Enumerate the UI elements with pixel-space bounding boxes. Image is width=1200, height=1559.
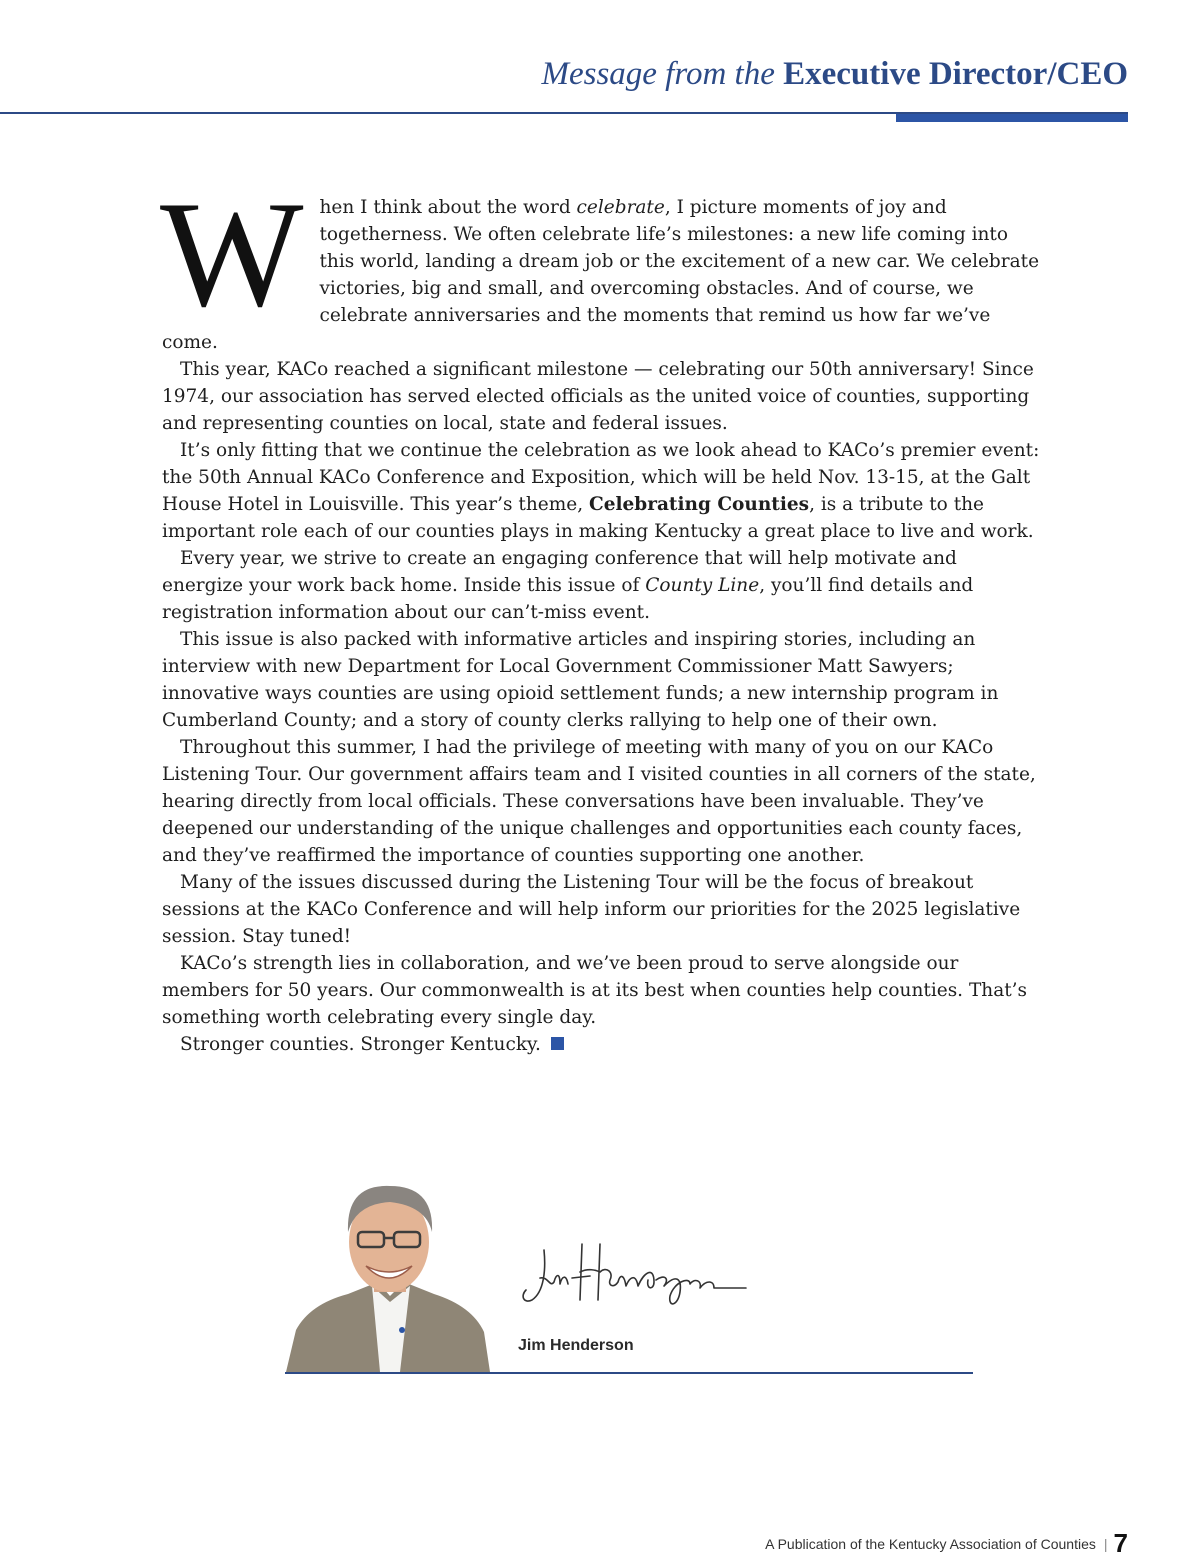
footer-publication: A Publication of the Kentucky Association of Counties: [765, 1536, 1096, 1552]
end-mark-icon: [551, 1037, 564, 1050]
author-photo: [286, 1180, 490, 1372]
paragraph-2: This year, KACo reached a significant milestone — celebrating our 50th anniversary! Since 1974, our association has served elected officials as the united voice of counties, supporting and representing counties on local, state and federal issues.: [162, 359, 1034, 434]
publication-title: County Line: [645, 575, 760, 596]
paragraph-3-text-a: It’s only fitting that we continue the celebration as we look ahead to KACo’s premier event: the 50th Annual KACo Conference and Exposition, which will be held Nov. 13-15, at the Galt House Hotel in Louisville. This year’s theme,: [162, 440, 1040, 515]
drop-cap: W: [160, 170, 304, 338]
signature-rule: [285, 1372, 973, 1374]
page-number: 7: [1113, 1528, 1128, 1558]
paragraph-7: Many of the issues discussed during the Listening Tour will be the focus of breakout sessions at the KACo Conference and will help inform our priorities for the 2025 legislative session. Stay tuned!: [162, 872, 1021, 947]
signature-image: [514, 1236, 754, 1316]
closing-line: Stronger counties. Stronger Kentucky.: [180, 1034, 541, 1055]
paragraph-9: [162, 1031, 1042, 1058]
paragraph-4-text-a: Every year, we strive to create an engaging conference that will help motivate and energize your work back home. Inside this issue of: [162, 548, 957, 596]
paragraph-5: This issue is also packed with informative articles and inspiring stories, including an interview with new Department for Local Government Commissioner Matt Sawyers; innovative ways counties are using opioid settlement funds; a new internship program in Cumberland County; and a story of county clerks rallying to help one of their own.: [162, 629, 999, 731]
paragraph-3-text-b: , is a tribute to the important role each of our counties plays in making Kentucky a great place to live and work.: [162, 494, 1034, 542]
paragraph-1-text-a: hen I think about the word: [319, 197, 577, 218]
footer-separator: |: [1103, 1536, 1108, 1552]
title-bold: Executive Director/CEO: [783, 56, 1128, 92]
paragraph-1-text-b: , I picture moments of joy and togetherness. We often celebrate life’s milestones: a new life coming into this world, landing a dream job or the excitement of a new car. We celebrate victories, big and small, and overcoming obstacles. And of course, we celebrate anniversaries and the moments that remind us how far we’ve come.: [162, 197, 1040, 353]
letter-body: [160, 170, 1042, 1058]
header-accent-bar: [896, 114, 1128, 122]
paragraph-1-emphasis: celebrate: [576, 197, 665, 218]
paragraph-4: [162, 545, 1042, 626]
footer: [765, 1528, 1128, 1559]
page-title: [541, 56, 1128, 93]
conference-theme: Celebrating Counties: [588, 494, 810, 515]
paragraph-4-text-b: , you’ll find details and registration information about our can’t-miss event.: [162, 575, 974, 623]
title-italic: Message from the: [541, 56, 775, 92]
signer-name: Jim Henderson: [518, 1337, 634, 1354]
paragraph-8: KACo’s strength lies in collaboration, and we’ve been proud to serve alongside our members for 50 years. Our commonwealth is at its best when counties help counties. That’s something worth celebrating every single day.: [162, 953, 1028, 1028]
paragraph-3: [162, 437, 1042, 545]
paragraph-6: Throughout this summer, I had the privilege of meeting with many of you on our KACo Listening Tour. Our government affairs team and I visited counties in all corners of the state, hearing directly from local officials. These conversations have been invaluable. They’ve deepened our understanding of the unique challenges and opportunities each county faces, and they’ve reaffirmed the importance of counties supporting one another.: [162, 737, 1036, 866]
paragraph-1: [160, 170, 1042, 356]
